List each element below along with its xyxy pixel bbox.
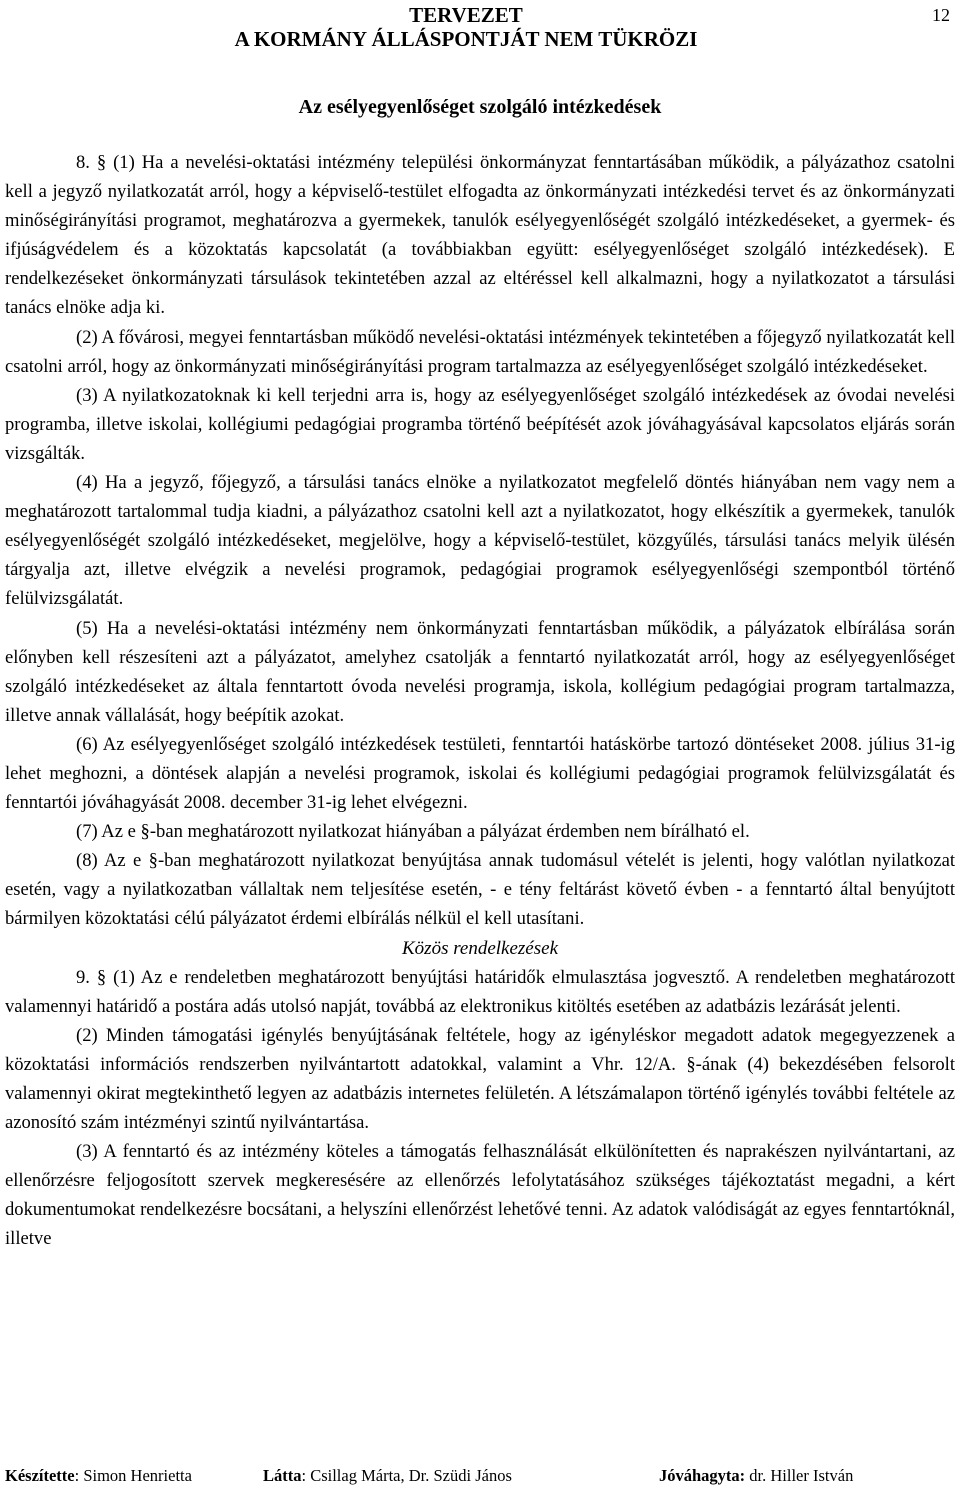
paragraph: (7) Az e §-ban meghatározott nyilatkozat hiányában a pályázat érdemben nem bírálható el. bbox=[76, 821, 750, 843]
footer-approved bbox=[659, 1466, 853, 1486]
footer-approved-value: dr. Hiller István bbox=[745, 1466, 854, 1485]
paragraph: (3) A nyilatkozatoknak ki kell terjedni arra is, hogy az esélyegyenlőséget szolgáló intézkedések az óvodai nevelési programba, illetve iskolai, kollégiumi pedagógiai programba történő beépítését azok jóváhagyásával kapcsolatos eljárás során vizsgálták. bbox=[5, 384, 955, 464]
footer-seen-label: Látta bbox=[263, 1466, 302, 1485]
draft-label: TERVEZET bbox=[409, 3, 523, 27]
footer-prepared-value: : Simon Henrietta bbox=[74, 1466, 192, 1485]
page-number: 12 bbox=[932, 5, 950, 25]
paragraph: 8. § (1) Ha a nevelési-oktatási intézmény települési önkormányzat fenntartásában működik, a pályázathoz csatolni kell a jegyző nyilatkozatát arról, hogy a képviselő-testület elfogadta az önkormányzati intézkedési tervet és az önkormányzati minőségirányítási programot, meghatározva a gyermekek, tanulók esélyegyenlőségét szolgáló intézkedéseket, a gyermek- és ifjúságvédelem és a közoktatás kapcsolatát (a továbbiakban együtt: esélyegyenlőséget szolgáló intézkedések). E rendelkezéseket önkormányzati társulások tekintetében azzal az eltéréssel kell alkalmazni, hogy a nyilatkozatot a társulási tanács elnöke adja ki. bbox=[5, 152, 955, 319]
paragraph: (8) Az e §-ban meghatározott nyilatkozat benyújtása annak tudomásul vételét is jelenti, hogy valótlan nyilatkozat esetén, vagy a nyilatkozatban vállaltak nem teljesítése esetén, - e tény feltárást követő évben - a fenntartó által benyújtott bármilyen közoktatási célú pályázatot érdemi elbírálás nélkül el kell utasítani. bbox=[5, 850, 955, 930]
footer-prepared bbox=[5, 1466, 192, 1486]
paragraph: (4) Ha a jegyző, főjegyző, a társulási tanács elnöke a nyilatkozatot megfelelő döntés hiányában nem vagy nem a meghatározott tartalommal tudja kiadni, a pályázathoz csatolni kell azt a nyilatkozatot, hogy elkészítik a gyermekek, tanulók esélyegyenlőségét szolgáló intézkedéseket, megjelölve, hogy a képviselő-testület, közgyűlés, társulási tanács melyik ülésén tárgyalja azt, illetve elvégzik a nevelési programok, pedagógiai programok esélyegyenlőségi szempontból történő felülvizsgálatát. bbox=[5, 472, 955, 610]
section-title: Az esélyegyenlőséget szolgáló intézkedések bbox=[298, 96, 662, 118]
footer-seen bbox=[263, 1466, 512, 1486]
paragraph: (5) Ha a nevelési-oktatási intézmény nem önkormányzati fenntartásban működik, a pályázatok elbírálása során előnyben kell részesíteni azt a pályázatot, amelyhez csatolják a fenntartó nyilatkozatát arról, hogy az esélyegyenlőséget szolgáló intézkedéseket az általa fenntartott óvoda nevelési programja, iskola, kollégium pedagógiai program tartalmazza, illetve annak vállalását, hogy beépítik azokat. bbox=[5, 617, 955, 726]
subsection-title: Közös rendelkezések bbox=[402, 937, 558, 959]
paragraph: (6) Az esélyegyenlőséget szolgáló intézkedések testületi, fenntartói hatáskörbe tartozó döntéseket 2008. július 31-ig lehet meghozni, a döntések alapján a nevelési programok, iskolai és kollégiumi pedagógiai programok felülvizsgálatát és fenntartói jóváhagyását 2008. december 31-ig lehet elvégezni. bbox=[5, 733, 955, 814]
footer-seen-value: : Csillag Márta, Dr. Szüdi János bbox=[301, 1466, 512, 1485]
footer-approved-label: Jóváhagyta: bbox=[659, 1466, 746, 1485]
paragraph: (3) A fenntartó és az intézmény köteles a támogatás felhasználását elkülönítetten és naprakészen nyilvántartani, az ellenőrzésre feljogosított szervek megkeresésére az ellenőrzés lefolytatásához szükséges tájékoztatást megadni, a kért dokumentumokat rendelkezésre bocsátani, a helyszíni ellenőrzést lehetővé tenni. Az adatok valódiságát az egyes fenntartóknál, illetve bbox=[5, 1141, 955, 1250]
paragraph: (2) A fővárosi, megyei fenntartásban működő nevelési-oktatási intézmények tekintetében a főjegyző nyilatkozatát kell csatolni arról, hogy az önkormányzati minőségirányítási program tartalmazza az esélyegyenlőséget szolgáló intézkedéseket. bbox=[5, 326, 955, 377]
paragraph: (2) Minden támogatási igénylés benyújtásának feltétele, hogy az igényléskor megadott adatok megegyezzenek a közoktatási információs rendszerben nyilvántartott adatokkal, valamint a Vhr. 12/A. §-ának (4) bekezdésében felsorolt valamennyi okirat megtekinthető legyen az adatbázis internetes felületén. A létszámalapon történő igénylés további feltétele az azonosító szám intézményi szintű nyilvántartása. bbox=[5, 1024, 955, 1134]
paragraph: 9. § (1) Az e rendeletben meghatározott benyújtási határidők elmulasztása jogvesztő. A rendeletben meghatározott valamennyi határidő a postára adás utolsó napját, továbbá az elektronikus kitöltés esetében az adatbázis lezárását jelenti. bbox=[5, 966, 955, 1017]
disclaimer-label: A KORMÁNY ÁLLÁSPONTJÁT NEM TÜKRÖZI bbox=[234, 27, 698, 51]
document-body bbox=[5, 148, 955, 1254]
footer-prepared-label: Készítette bbox=[5, 1466, 75, 1485]
